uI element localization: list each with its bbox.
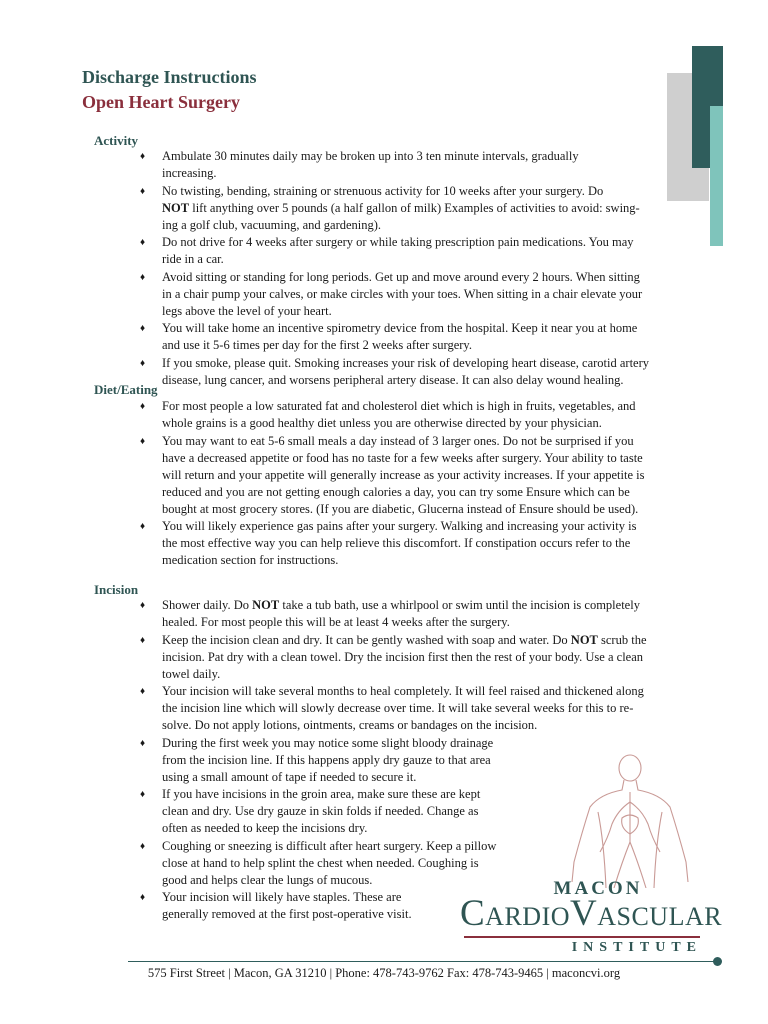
list-item-line: clean and dry. Use dry gauze in skin folds if needed. Change as — [162, 804, 479, 818]
list-item-line: No twisting, bending, straining or strenuous activity for 10 weeks after your surgery. Do — [162, 183, 604, 198]
list-item-line: Shower daily. Do NOT take a tub bath, use a whirlpool or swim until the incision is completely — [162, 598, 640, 612]
list-item-line: healed. For most people this will be at least 4 weeks after the surgery. — [162, 615, 510, 629]
list-item-line: Your incision will likely have staples. These are — [162, 890, 402, 904]
section-heading-diet: Diet/Eating — [94, 382, 158, 397]
list-item — [140, 398, 710, 432]
list-item — [140, 148, 710, 182]
list-item-line: reduced and you are not getting enough calories a day, you can try some Ensure which can be — [162, 484, 630, 499]
diamond-bullet-icon: ♦ — [140, 151, 146, 162]
list-item-line: If you have incisions in the groin area, make sure these are kept — [162, 787, 481, 801]
logo-top-text: MACON — [553, 878, 643, 899]
diamond-bullet-icon: ♦ — [140, 634, 146, 646]
list-item-line: ride in a car. — [162, 252, 224, 266]
list-item-line: Ambulate 30 minutes daily may be broken up into 3 ten minute intervals, gradually — [162, 149, 579, 163]
diamond-bullet-icon: ♦ — [140, 401, 146, 412]
diamond-bullet-icon: ♦ — [140, 185, 146, 197]
logo-bottom-text: INSTITUTE — [571, 940, 702, 955]
list-item-line: from the incision line. If this happens apply dry gauze to that area — [162, 752, 491, 767]
list-item — [140, 355, 710, 389]
list-item-line: using a small amount of tape if needed to secure it. — [162, 769, 417, 784]
section-heading-incision: Incision — [94, 582, 139, 597]
diet-list — [140, 398, 710, 570]
list-item — [140, 632, 710, 683]
diamond-bullet-icon: ♦ — [140, 737, 146, 749]
list-item-line: whole grains is a good healthy diet unless you are otherwise directed by your physician. — [162, 416, 602, 430]
list-item — [140, 269, 710, 320]
document-title: Discharge Instructions — [82, 67, 257, 87]
list-item — [140, 320, 710, 354]
list-item-line: generally removed at the first post-operative visit. — [162, 907, 412, 921]
diamond-bullet-icon: ♦ — [140, 271, 146, 283]
list-item — [140, 683, 710, 734]
list-item — [140, 518, 710, 569]
footer-dot-icon — [713, 957, 722, 966]
list-item — [140, 597, 710, 631]
list-item-line: often as needed to keep the incisions dry. — [162, 821, 368, 835]
list-item-line: in a chair pump your calves, or make circles with your toes. When sitting in a chair elevate your — [162, 286, 643, 301]
list-item-line: incision. Pat dry with a clean towel. Dry the incision first then the rest of your body. Use a clean — [162, 649, 644, 664]
list-item-line: You may want to eat 5-6 small meals a day instead of 3 larger ones. Do not be surprised if you — [162, 433, 634, 448]
diamond-bullet-icon: ♦ — [140, 237, 146, 248]
footer-contact-info: 575 First Street | Macon, GA 31210 | Phone: 478-743-9762 Fax: 478-743-9465 | maconcvi.org — [147, 966, 621, 980]
footer-divider — [128, 961, 714, 962]
logo-divider — [464, 936, 700, 938]
list-item-line: NOT lift anything over 5 pounds (a half gallon of milk) Examples of activities to avoid: swing- — [162, 200, 640, 215]
activity-list — [140, 148, 710, 389]
list-item-line: good and helps clear the lungs of mucous. — [162, 872, 373, 887]
diamond-bullet-icon: ♦ — [140, 435, 146, 447]
list-item — [140, 433, 710, 518]
list-item-line: the most effective way you can help relieve this discomfort. If constipation occurs refer to the — [162, 536, 631, 550]
section-heading-activity: Activity — [94, 133, 139, 148]
list-item-line: bought at most grocery stores. (If you are diabetic, Glucerna instead of Ensure should be used). — [162, 501, 639, 516]
list-item-line: If you smoke, please quit. Smoking increases your risk of developing heart disease, carotid artery — [162, 355, 650, 370]
list-item-line: Keep the incision clean and dry. It can be gently washed with soap and water. Do NOT scrub the — [162, 632, 647, 647]
list-item-line: For most people a low saturated fat and cholesterol diet which is high in fruits, vegetables, and — [162, 399, 636, 413]
macon-cardiovascular-institute-logo — [460, 878, 723, 968]
list-item-line: You will take home an incentive spirometry device from the hospital. Keep it near you at home — [162, 321, 638, 335]
list-item-line: legs above the level of your heart. — [162, 303, 332, 318]
logo-main-text: CardioVascular — [460, 893, 723, 934]
decorative-light-teal-bar — [710, 106, 723, 246]
list-item — [140, 183, 710, 234]
diamond-bullet-icon: ♦ — [140, 600, 146, 611]
list-item-line: increasing. — [162, 166, 217, 180]
document-subtitle: Open Heart Surgery — [82, 92, 240, 112]
diamond-bullet-icon: ♦ — [140, 323, 146, 334]
list-item-line: the incision line which will slowly decrease over time. It will take several weeks for this to re- — [162, 701, 634, 715]
list-item-line: and use it 5-6 times per day for the first 2 weeks after surgery. — [162, 338, 472, 352]
list-item-line: During the first week you may notice some slight bloody drainage — [162, 735, 494, 750]
list-item-line: disease, lung cancer, and worsens peripheral artery disease. It can also delay wound healing. — [162, 372, 624, 387]
list-item-line: Coughing or sneezing is difficult after heart surgery. Keep a pillow — [162, 838, 497, 853]
list-item-line: medication section for instructions. — [162, 553, 339, 567]
list-item-line: solve. Do not apply lotions, ointments, creams or bandages on the incision. — [162, 718, 538, 732]
list-item-line: will return and your appetite will generally increase as your activity increases. If your appetite is — [162, 467, 645, 482]
diamond-bullet-icon: ♦ — [140, 357, 146, 369]
list-item-line: have a decreased appetite or food has no taste for a few weeks after surgery. Your ability to taste — [162, 450, 643, 465]
diamond-bullet-icon: ♦ — [140, 840, 146, 852]
diamond-bullet-icon: ♦ — [140, 892, 146, 903]
human-circulatory-figure-icon — [560, 752, 700, 888]
diamond-bullet-icon: ♦ — [140, 521, 146, 532]
list-item-line: close at hand to help splint the chest when needed. Coughing is — [162, 855, 479, 870]
list-item-line: Avoid sitting or standing for long periods. Get up and move around every 2 hours. When sitting — [162, 269, 640, 284]
list-item — [140, 234, 710, 268]
list-item-line: Do not drive for 4 weeks after surgery or while taking prescription pain medications. You may — [162, 235, 634, 249]
diamond-bullet-icon: ♦ — [140, 789, 146, 800]
list-item-line: ing a golf club, vacuuming, and gardening). — [162, 217, 382, 232]
list-item-line: Your incision will take several months to heal completely. It will feel raised and thickened along — [162, 684, 644, 698]
list-item-line: towel daily. — [162, 666, 221, 681]
list-item-line: You will likely experience gas pains after your surgery. Walking and increasing your activity is — [162, 519, 637, 533]
diamond-bullet-icon: ♦ — [140, 686, 146, 697]
